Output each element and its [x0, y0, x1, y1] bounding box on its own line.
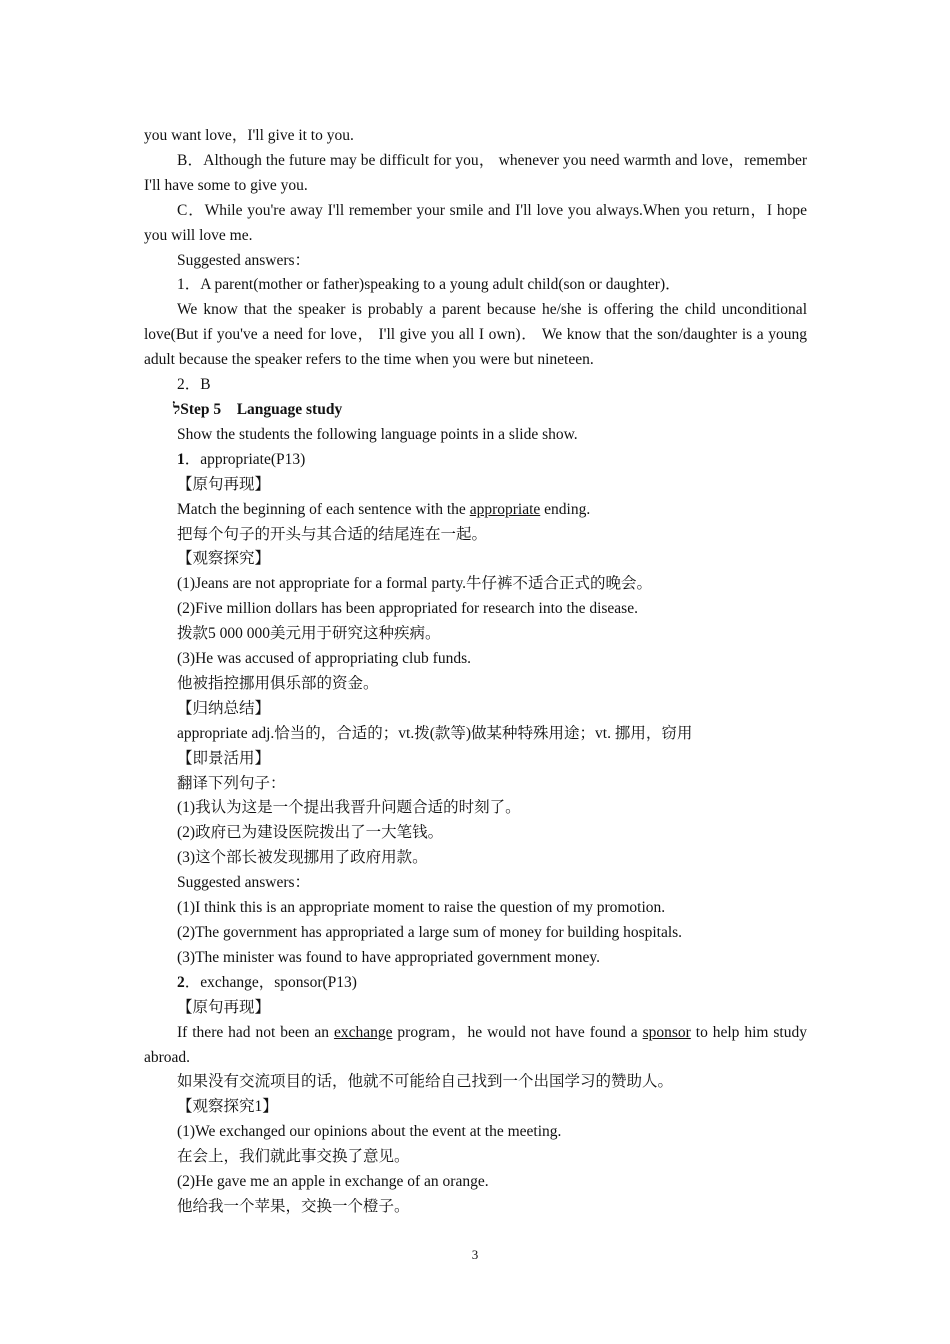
page-number: 3 [471, 1247, 479, 1262]
underlined-word: exchange [333, 1023, 393, 1041]
section-label: 【观察探究1】 [177, 1098, 278, 1116]
instruction-text: Show the students the following language points in a slide show. [177, 425, 578, 443]
answer-1: 1．A parent(mother or father)speaking to a young adult child(son or daughter)． [177, 276, 681, 294]
point-number: 1 [177, 450, 185, 468]
translation-line: 把每个句子的开头与其合适的结尾连在一起。 [177, 525, 488, 543]
section-label: 【观察探究】 [177, 550, 271, 568]
example-line: (2)Five million dollars has been appropriated for research into the disease. [177, 600, 638, 618]
original-sentence [144, 498, 807, 523]
translation-line: 如果没有交流项目的话，他就不可能给自己找到一个出国学习的赞助人。 [177, 1073, 674, 1091]
text-fragment: Match the beginning of each sentence with the [177, 500, 470, 518]
step-heading [144, 398, 807, 423]
underlined-word: appropriate [469, 500, 541, 518]
section-label: 【即景活用】 [177, 749, 271, 767]
answer-2: 2．B [177, 376, 211, 394]
point-word: ．appropriate(P13) [184, 450, 306, 468]
text-fragment: to help him study abroad. [144, 1023, 807, 1066]
step-title: Language study [236, 400, 343, 418]
original-sentence [144, 1021, 807, 1071]
translation-line: 在会上，我们就此事交换了意见。 [177, 1148, 410, 1166]
answer-line: (1)I think this is an appropriate moment to raise the question of my promotion. [177, 899, 666, 917]
step-number: Step 5 [180, 400, 222, 418]
text-line: you want love，I'll give it to you. [144, 127, 354, 144]
example-line: (2)He gave me an apple in exchange of an orange. [177, 1173, 489, 1191]
translation-line: 他被指控挪用俱乐部的资金。 [177, 674, 379, 692]
example-line: (1)Jeans are not appropriate for a formal party.牛仔裤不适合正式的晚会。 [177, 575, 653, 593]
example-line: (1)We exchanged our opinions about the event at the meeting. [177, 1123, 562, 1141]
translation-line: 他给我一个苹果，交换一个橙子。 [177, 1197, 410, 1215]
text-fragment: ending. [540, 500, 591, 518]
example-line: (3)He was accused of appropriating club funds. [177, 650, 471, 668]
exercise-line: (2)政府已为建设医院拨出了一大笔钱。 [177, 824, 444, 842]
suggested-answers-label: Suggested answers： [177, 251, 311, 269]
text-fragment: If there had not been an [177, 1023, 334, 1041]
point-number: 2 [177, 973, 185, 991]
exercise-line: (3)这个部长被发现挪用了政府用款。 [177, 849, 428, 867]
point-heading-1 [144, 448, 807, 473]
point-word: ．exchange，sponsor(P13) [184, 973, 357, 991]
text-fragment: program，he would not have found a [392, 1023, 643, 1041]
exercise-instruction: 翻译下列句子： [177, 774, 286, 792]
option-b: B．Although the future may be difficult for you， whenever you need warmth and love，remember I'll have some to give you. [144, 151, 807, 194]
underlined-word: sponsor [642, 1023, 691, 1041]
translation-line: 拨款5 000 000美元用于研究这种疾病。 [177, 625, 441, 643]
option-c: C．While you're away I'll remember your smile and I'll love you always.When you return，I hope you will love me. [144, 201, 807, 244]
section-label: 【原句再现】 [177, 475, 271, 493]
step-marker-icon: ל [173, 400, 181, 418]
answer-line: (2)The government has appropriated a large sum of money for building hospitals. [177, 924, 683, 941]
exercise-line: (1)我认为这是一个提出我晋升问题合适的时刻了。 [177, 799, 521, 817]
suggested-answers-label: Suggested answers： [177, 874, 311, 892]
answer-explanation: We know that the speaker is probably a parent because he/she is offering the child unconditional love(But if you've a need for love， I'll give you all I own)． We know that the son/daughter is a young adult because the speaker refers to the time when you were but nineteen. [144, 301, 807, 369]
summary-line: appropriate adj.恰当的，合适的；vt.拨(款等)做某种特殊用途；vt. 挪用，窃用 [177, 724, 693, 742]
section-label: 【归纳总结】 [177, 699, 271, 717]
section-label: 【原句再现】 [177, 998, 271, 1016]
point-heading-2 [144, 971, 807, 996]
document-page [144, 124, 807, 1220]
answer-line: (3)The minister was found to have appropriated government money. [177, 948, 600, 966]
